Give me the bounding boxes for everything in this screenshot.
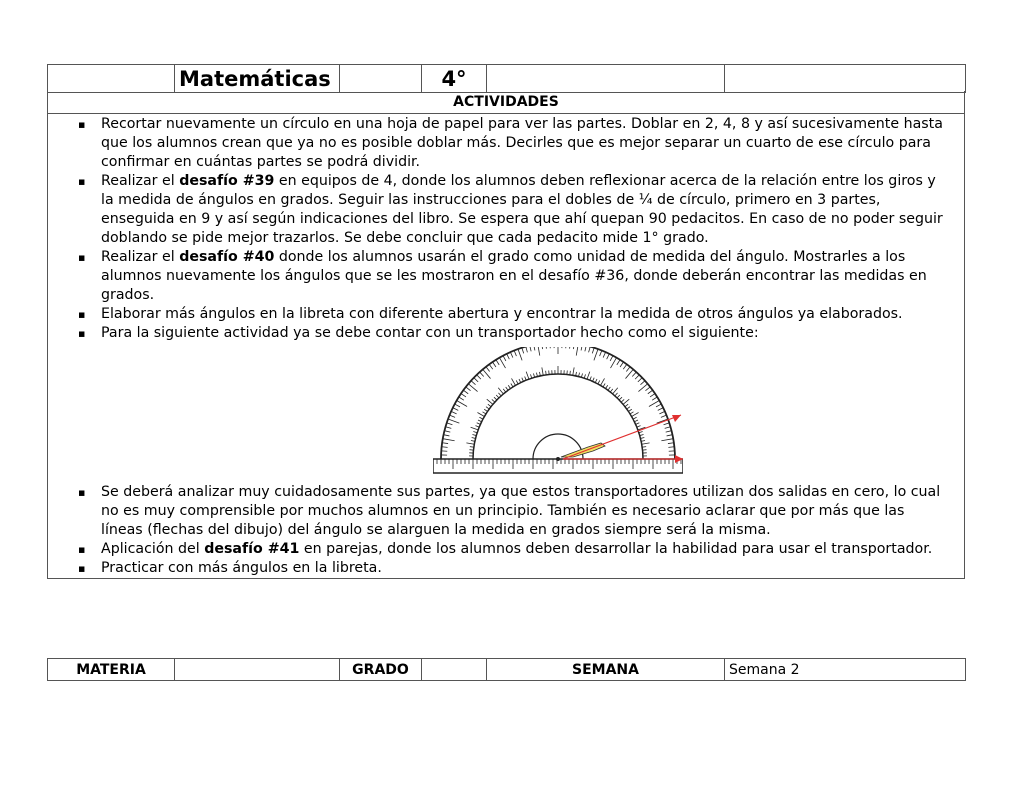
- activity-text: Se deberá analizar muy cuidadosamente sus partes, ya que estos transportadores utilizan dos salidas en cero, lo cual no es muy comprensible por muchos alumnos en un principio. También es necesario aclarar que por más que las líneas (flechas del dibujo) del ángulo se alarguen la medida en grados siempre será la misma.: [101, 484, 941, 538]
- activity-item: [70, 483, 946, 540]
- bullet-icon: ▪: [78, 175, 86, 188]
- activity-item: [70, 305, 946, 324]
- challenge-name: desafío #40: [179, 249, 275, 265]
- activity-text: Realizar el: [101, 173, 180, 189]
- activity-text: Para la siguiente actividad ya se debe contar con un transportador hecho como el siguiente:: [101, 325, 759, 341]
- activity-text-cont: en parejas, donde los alumnos deben desarrollar la habilidad para usar el transportador.: [299, 541, 933, 557]
- section-title: ACTIVIDADES: [48, 91, 965, 114]
- activity-list-after: [70, 483, 946, 578]
- activity-text: Recortar nuevamente un círculo en una hoja de papel para ver las partes. Doblar en 2, 4, 8 y así sucesivamente hasta que los alumnos crean que ya no es posible doblar más. Decirles que es mejor separar un cuarto de ese círculo para confirmar en cuántas partes se podrá dividir.: [101, 116, 943, 170]
- activity-text-cont: en equipos de 4, donde los alumnos deben reflexionar acerca de la relación entre los giros y la medida de ángulos en grados. Seguir las instrucciones para el dobles de ¼ de círculo, primero en 3 partes, enseguida en 9 y así según indicaciones del libro. Se espera que ahí quepan 90 pedacitos. En caso de no poder seguir doblando se pide mejor trazarlos. Se debe concluir que cada pedacito mide 1° grado.: [101, 173, 943, 246]
- bullet-icon: ▪: [78, 118, 86, 131]
- activity-list-before: [70, 115, 946, 343]
- activities-table: [47, 91, 965, 579]
- challenge-name: desafío #39: [179, 173, 275, 189]
- activity-item: [70, 115, 946, 172]
- activity-item: [70, 540, 946, 559]
- activity-text: Practicar con más ángulos en la libreta.: [101, 560, 382, 576]
- activity-text: Elaborar más ángulos en la libreta con diferente abertura y encontrar la medida de otros ángulos ya elaborados.: [101, 306, 903, 322]
- header-table: [47, 64, 966, 93]
- activity-item: [70, 248, 946, 305]
- activity-item: [70, 559, 946, 578]
- bullet-icon: ▪: [78, 486, 86, 499]
- bullet-icon: ▪: [78, 543, 86, 556]
- header-cell-empty-4: [725, 65, 966, 93]
- materia-value: [175, 659, 340, 681]
- header-cell-empty-2: [340, 65, 422, 93]
- header-cell-empty-3: [487, 65, 725, 93]
- activity-text: Realizar el: [101, 249, 180, 265]
- grade-title: 4°: [422, 65, 487, 93]
- activity-item: [70, 172, 946, 248]
- protractor-icon: [433, 347, 683, 477]
- activity-item: [70, 324, 946, 343]
- bullet-icon: ▪: [78, 251, 86, 264]
- footer-table: [47, 658, 966, 681]
- activities-content: [48, 114, 965, 579]
- activity-text-cont: donde los alumnos usarán el grado como unidad de medida del ángulo. Mostrarles a los alumnos nuevamente los ángulos que se les mostraron en el desafío #36, donde deberán encontrar las medidas en grados.: [101, 249, 927, 303]
- materia-label: MATERIA: [48, 659, 175, 681]
- activity-text: Aplicación del: [101, 541, 205, 557]
- semana-value: Semana 2: [725, 659, 966, 681]
- protractor-figure: [70, 343, 946, 483]
- grado-value: [422, 659, 487, 681]
- grado-label: GRADO: [340, 659, 422, 681]
- bullet-icon: ▪: [78, 327, 86, 340]
- bullet-icon: ▪: [78, 308, 86, 321]
- semana-label: SEMANA: [487, 659, 725, 681]
- header-cell-empty-1: [48, 65, 175, 93]
- challenge-name: desafío #41: [204, 541, 300, 557]
- bullet-icon: ▪: [78, 562, 86, 575]
- subject-title: Matemáticas: [175, 65, 340, 93]
